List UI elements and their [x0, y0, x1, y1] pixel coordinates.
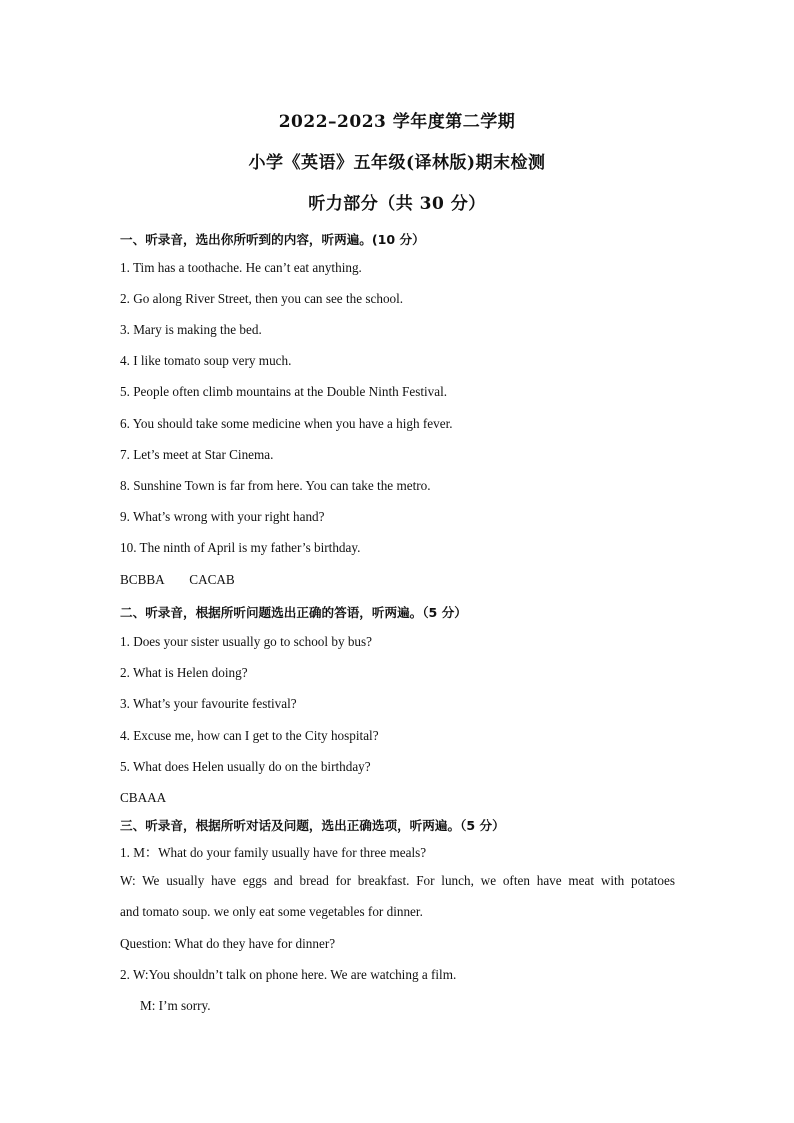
section2-item: 3. What’s your favourite festival? [120, 696, 297, 711]
section1-item: 4. I like tomato soup very much. [120, 353, 292, 368]
exam-subject-title: 小学《英语》五年级(译林版)期末检测 [248, 153, 546, 173]
section3-line: and tomato soup. we only eat some vegetables for dinner. [120, 904, 423, 919]
section2-item: 5. What does Helen usually do on the birthday? [120, 759, 371, 774]
section1-item: 5. People often climb mountains at the Double Ninth Festival. [120, 384, 448, 399]
section1-item: 3. Mary is making the bed. [120, 322, 262, 337]
section3-line: M: I’m sorry. [140, 998, 211, 1013]
section3-line: W: We usually have eggs and bread for breakfast. For lunch, we often have meat with potatoes [120, 873, 675, 888]
section1-item: 1. Tim has a toothache. He can’t eat anything. [120, 260, 362, 275]
section1-item: 2. Go along River Street, then you can see the school. [120, 291, 404, 306]
section1-item: 10. The ninth of April is my father’s birthday. [120, 540, 361, 555]
section2-item: 1. Does your sister usually go to school by bus? [120, 634, 373, 649]
section3-line: Question: What do they have for dinner? [120, 936, 336, 951]
section1-item: 6. You should take some medicine when you have a high fever. [120, 416, 453, 431]
section2-answers: CBAAA [120, 790, 167, 805]
section3-heading: 三、听录音，根据所听对话及问题，选出正确选项，听两遍。（5 分） [120, 818, 505, 833]
section1-item: 8. Sunshine Town is far from here. You can take the metro. [120, 478, 431, 493]
section3-line: 1. M：What do your family usually have for three meals? [120, 845, 427, 860]
section3-line: 2. W:You shouldn’t talk on phone here. We are watching a film. [120, 967, 457, 982]
section2-heading: 二、听录音，根据所听问题选出正确的答语，听两遍。（5 分） [120, 605, 467, 620]
section1-answers: BCBBA CACAB [120, 572, 235, 587]
section2-item: 4. Excuse me, how can I get to the City hospital? [120, 728, 379, 743]
listening-section-title: 听力部分（共 30 分） [308, 194, 486, 214]
exam-year-title: 2022–2023 学年度第二学期 [278, 112, 516, 132]
section1-item: 9. What’s wrong with your right hand? [120, 509, 325, 524]
section1-item: 7. Let’s meet at Star Cinema. [120, 447, 274, 462]
section1-heading: 一、听录音，选出你所听到的内容，听两遍。(10 分） [120, 232, 425, 247]
section2-item: 2. What is Helen doing? [120, 665, 248, 680]
